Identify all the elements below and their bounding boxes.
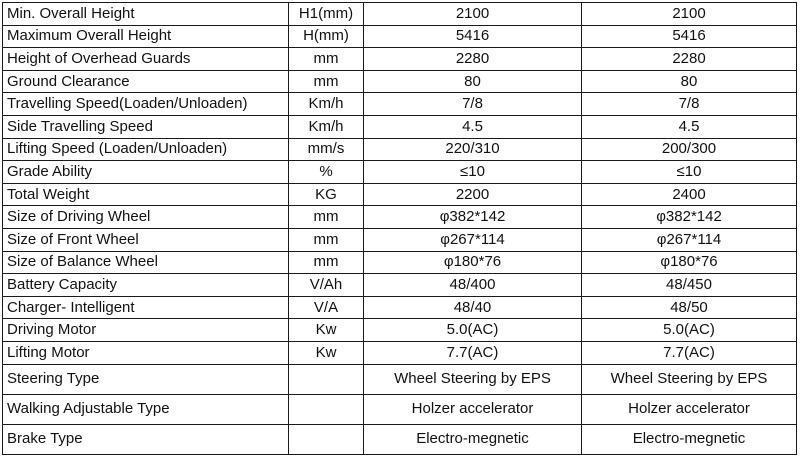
- param-unit: [289, 394, 364, 424]
- table-row: [3, 424, 797, 454]
- model-2-value: ≤10: [582, 161, 797, 184]
- table-row: [3, 206, 797, 229]
- param-name: Size of Balance Wheel: [3, 251, 289, 274]
- param-name: Height of Overhead Guards: [3, 48, 289, 71]
- param-name: Size of Front Wheel: [3, 228, 289, 251]
- param-name: Size of Driving Wheel: [3, 206, 289, 229]
- table-row: [3, 274, 797, 297]
- table-row: [3, 228, 797, 251]
- spec-table: [2, 2, 797, 455]
- table-row: [3, 161, 797, 184]
- param-unit: mm: [289, 206, 364, 229]
- param-name: Maximum Overall Height: [3, 25, 289, 48]
- model-1-value: Holzer accelerator: [364, 394, 582, 424]
- param-name: Lifting Motor: [3, 341, 289, 364]
- model-2-value: Electro-megnetic: [582, 424, 797, 454]
- table-row: [3, 48, 797, 71]
- model-1-value: 2100: [364, 3, 582, 26]
- model-2-value: φ267*114: [582, 228, 797, 251]
- table-row: [3, 394, 797, 424]
- model-2-value: 5.0(AC): [582, 319, 797, 342]
- param-name: Side Travelling Speed: [3, 115, 289, 138]
- model-2-value: 2280: [582, 48, 797, 71]
- model-2-value: 48/50: [582, 296, 797, 319]
- param-name: Driving Motor: [3, 319, 289, 342]
- model-1-value: 48/400: [364, 274, 582, 297]
- model-2-value: φ180*76: [582, 251, 797, 274]
- param-unit: mm: [289, 70, 364, 93]
- param-name: Walking Adjustable Type: [3, 394, 289, 424]
- model-1-value: 48/40: [364, 296, 582, 319]
- model-1-value: 5.0(AC): [364, 319, 582, 342]
- table-row: [3, 364, 797, 394]
- model-2-value: Wheel Steering by EPS: [582, 364, 797, 394]
- table-row: [3, 183, 797, 206]
- model-2-value: φ382*142: [582, 206, 797, 229]
- param-name: Grade Ability: [3, 161, 289, 184]
- table-row: [3, 25, 797, 48]
- param-name: Battery Capacity: [3, 274, 289, 297]
- param-name: Steering Type: [3, 364, 289, 394]
- model-2-value: 200/300: [582, 138, 797, 161]
- table-row: [3, 3, 797, 26]
- model-2-value: 4.5: [582, 115, 797, 138]
- model-1-value: φ267*114: [364, 228, 582, 251]
- model-2-value: 7.7(AC): [582, 341, 797, 364]
- model-1-value: Electro-megnetic: [364, 424, 582, 454]
- param-name: Brake Type: [3, 424, 289, 454]
- model-1-value: 220/310: [364, 138, 582, 161]
- model-2-value: Holzer accelerator: [582, 394, 797, 424]
- model-1-value: 80: [364, 70, 582, 93]
- model-1-value: 7/8: [364, 93, 582, 116]
- model-1-value: 7.7(AC): [364, 341, 582, 364]
- model-2-value: 7/8: [582, 93, 797, 116]
- model-1-value: ≤10: [364, 161, 582, 184]
- table-row: [3, 138, 797, 161]
- param-name: Total Weight: [3, 183, 289, 206]
- model-1-value: 2280: [364, 48, 582, 71]
- model-2-value: 80: [582, 70, 797, 93]
- table-row: [3, 319, 797, 342]
- table-row: [3, 115, 797, 138]
- param-unit: mm/s: [289, 138, 364, 161]
- table-row: [3, 93, 797, 116]
- model-1-value: φ180*76: [364, 251, 582, 274]
- param-unit: Km/h: [289, 115, 364, 138]
- model-2-value: 48/450: [582, 274, 797, 297]
- param-unit: Kw: [289, 319, 364, 342]
- param-name: Lifting Speed (Loaden/Unloaden): [3, 138, 289, 161]
- param-unit: Km/h: [289, 93, 364, 116]
- param-unit: [289, 364, 364, 394]
- param-name: Ground Clearance: [3, 70, 289, 93]
- param-unit: H1(mm): [289, 3, 364, 26]
- param-unit: V/Ah: [289, 274, 364, 297]
- param-unit: [289, 424, 364, 454]
- param-name: Min. Overall Height: [3, 3, 289, 26]
- param-unit: mm: [289, 251, 364, 274]
- param-unit: Kw: [289, 341, 364, 364]
- model-2-value: 2400: [582, 183, 797, 206]
- model-1-value: 5416: [364, 25, 582, 48]
- table-row: [3, 70, 797, 93]
- model-1-value: Wheel Steering by EPS: [364, 364, 582, 394]
- param-unit: H(mm): [289, 25, 364, 48]
- table-row: [3, 341, 797, 364]
- param-unit: %: [289, 161, 364, 184]
- param-unit: V/A: [289, 296, 364, 319]
- model-1-value: φ382*142: [364, 206, 582, 229]
- param-unit: KG: [289, 183, 364, 206]
- param-unit: mm: [289, 48, 364, 71]
- param-name: Charger- Intelligent: [3, 296, 289, 319]
- param-unit: mm: [289, 228, 364, 251]
- table-row: [3, 296, 797, 319]
- model-2-value: 2100: [582, 3, 797, 26]
- model-1-value: 4.5: [364, 115, 582, 138]
- table-row: [3, 251, 797, 274]
- model-1-value: 2200: [364, 183, 582, 206]
- model-2-value: 5416: [582, 25, 797, 48]
- param-name: Travelling Speed(Loaden/Unloaden): [3, 93, 289, 116]
